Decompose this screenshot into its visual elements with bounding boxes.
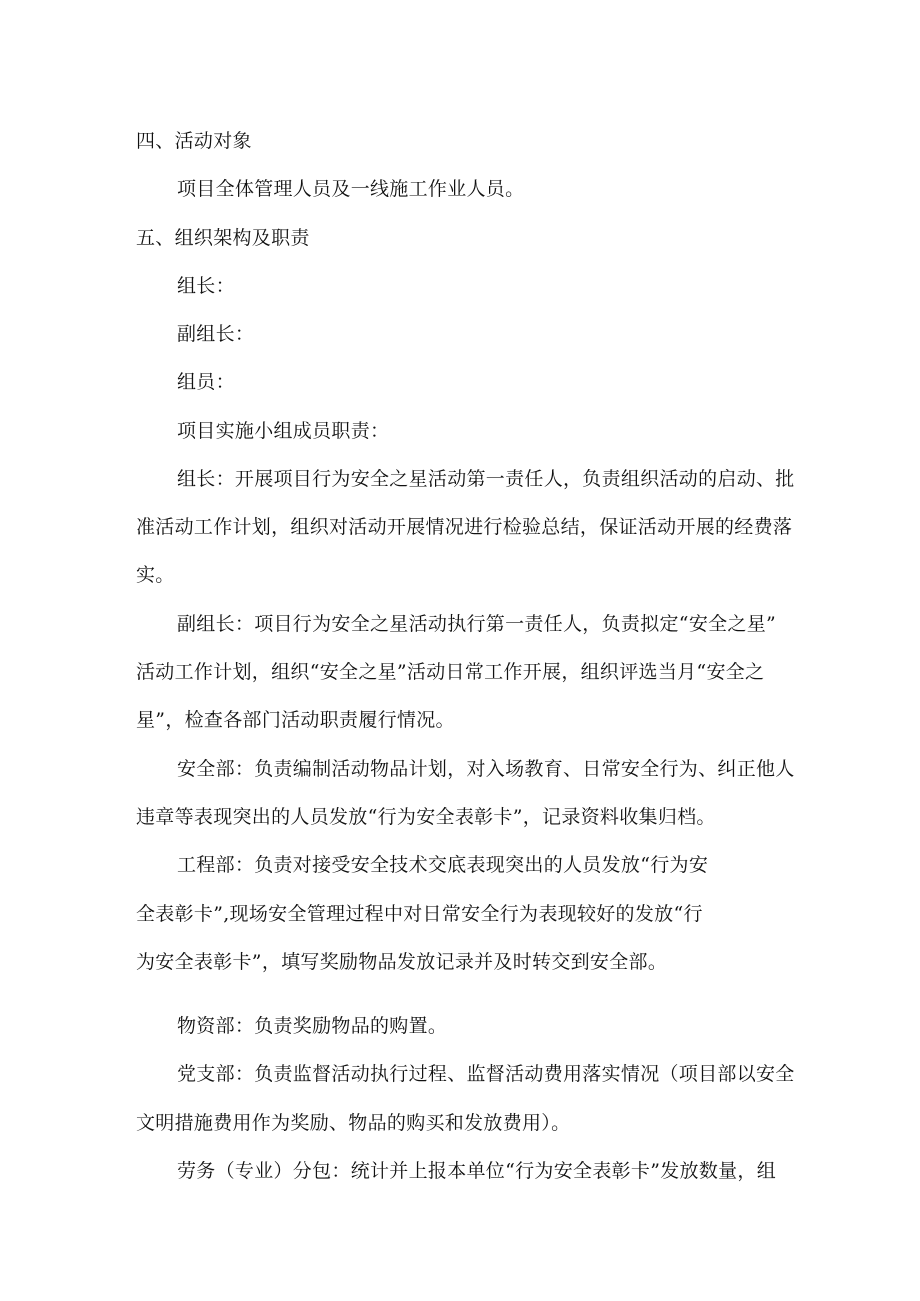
deputy-duty-line: 星”，检查各部门活动职责履行情况。 [136,709,455,731]
section-4-heading: 四、活动对象 [136,130,252,152]
leader-label: 组长： [177,275,235,297]
labor-duty-line: 劳务（专业）分包：统计并上报本单位“行为安全表彰卡”发放数量，组 [177,1160,777,1182]
engineering-duty-line: 工程部：负责对接受安全技术交底表现突出的人员发放“行为安 [177,854,709,876]
deputy-duty-line: 活动工作计划，组织“安全之星”活动日常工作开展，组织评选当月“安全之 [136,661,765,683]
safety-duty-line: 安全部：负责编制活动物品计划，对入场教育、日常安全行为、纠正他人 [177,758,795,780]
deputy-duty-line: 副组长：项目行为安全之星活动执行第一责任人，负责拟定“安全之星” [177,613,777,635]
engineering-duty-line: 为安全表彰卡”，填写奖励物品发放记录并及时转交到安全部。 [136,951,668,973]
party-duty-line: 党支部：负责监督活动执行过程、监督活动费用落实情况（项目部以安全 [177,1063,795,1085]
duties-title: 项目实施小组成员职责： [177,420,390,442]
materials-duty-line: 物资部：负责奖励物品的购置。 [177,1015,448,1037]
section-5-heading: 五、组织架构及职责 [136,227,310,249]
member-label: 组员： [177,371,235,393]
leader-duty-line: 准活动工作计划，组织对活动开展情况进行检验总结，保证活动开展的经费落 [136,516,793,538]
section-4-body: 项目全体管理人员及一线施工作业人员。 [177,178,525,200]
party-duty-line: 文明措施费用作为奖励、物品的购买和发放费用）。 [136,1112,571,1134]
engineering-duty-line: 全表彰卡”,现场安全管理过程中对日常安全行为表现较好的发放“行 [136,903,703,925]
safety-duty-line: 违章等表现突出的人员发放“行为安全表彰卡”，记录资料收集归档。 [136,806,716,828]
leader-duty-line: 实。 [136,564,175,586]
deputy-leader-label: 副组长： [177,323,255,345]
leader-duty-line: 组长：开展项目行为安全之星活动第一责任人，负责组织活动的启动、批 [177,468,795,490]
